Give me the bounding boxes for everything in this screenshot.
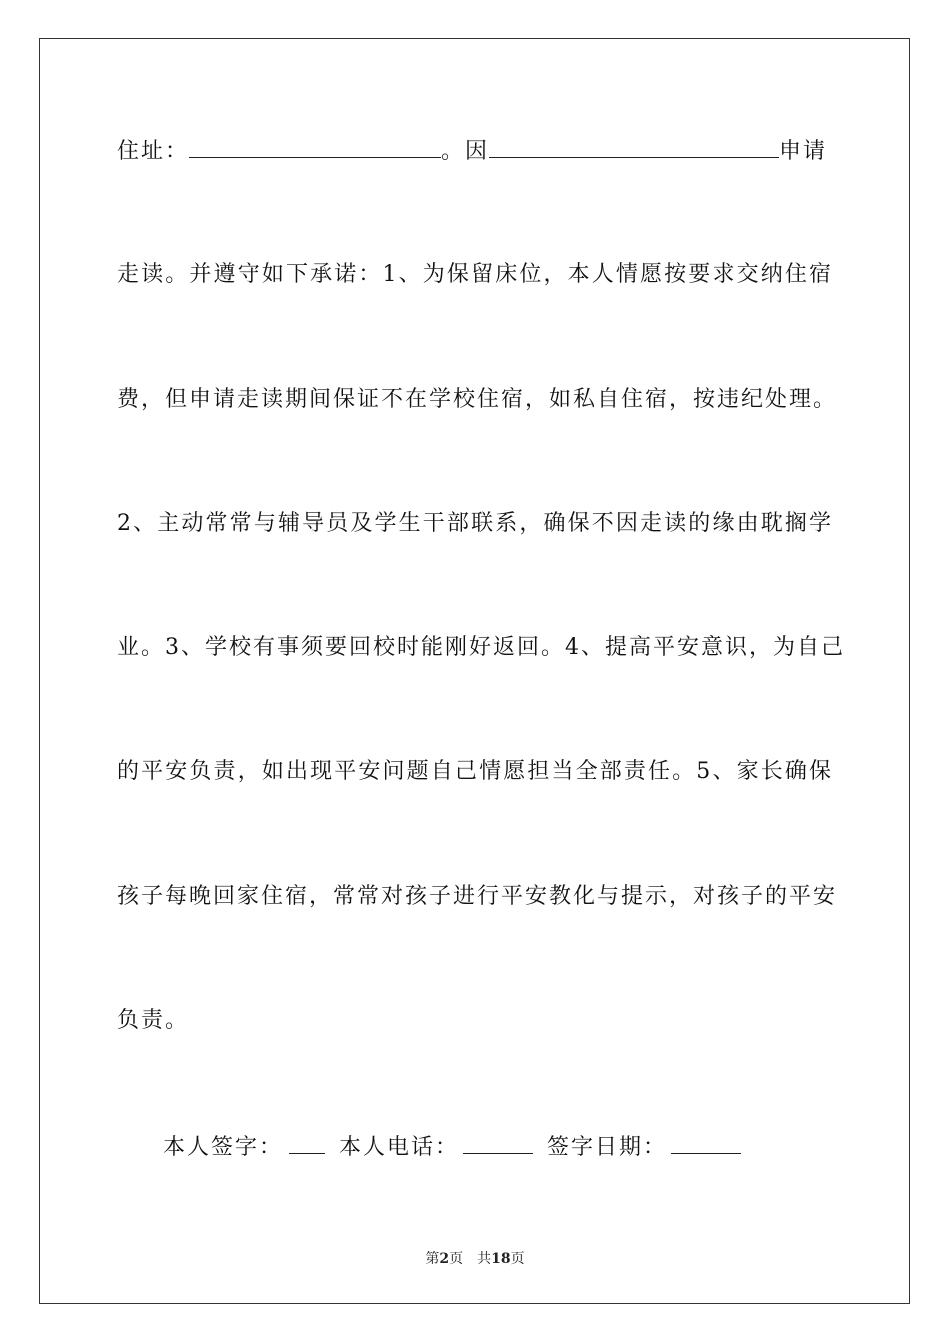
paragraph-line-3: 费，但申请走读期间保证不在学校住宿，如私自住宿，按违纪处理。 [117,387,838,412]
address-label: 住址： [117,139,190,164]
phone-label: 本人电话： [339,1135,460,1160]
paragraph-line-4: 2、主动常常与辅导员及学生干部联系，确保不因走读的缘由耽搁学 [117,511,833,536]
signature-blank [289,1133,325,1154]
signature-label: 本人签字： [163,1135,284,1160]
address-line [117,137,827,166]
footer-page-suffix: 页 [510,1251,525,1267]
apply-text: 申请 [779,139,828,164]
paragraph-line-8: 负责。 [117,1008,190,1033]
footer-page-number: 2 [439,1251,450,1267]
paragraph-line-5: 业。3、学校有事须要回校时能刚好返回。4、提高平安意识，为自己 [117,635,845,660]
address-blank [189,137,441,158]
phone-blank [463,1133,533,1154]
signature-row [163,1133,741,1162]
sign-date-blank [671,1133,741,1154]
reason-label: 。因 [441,139,490,164]
page-footer [0,1248,950,1268]
footer-total-pages: 18 [491,1251,511,1267]
footer-page-mid: 页 共 [449,1251,492,1267]
reason-blank [489,137,779,158]
paragraph-line-2: 走读。并遵守如下承诺：1、为保留床位，本人情愿按要求交纳住宿 [117,262,833,287]
paragraph-line-6: 的平安负责，如出现平安问题自己情愿担当全部责任。5、家长确保 [117,759,833,784]
paragraph-line-7: 孩子每晚回家住宿，常常对孩子进行平安教化与提示，对孩子的平安 [117,884,838,909]
sign-date-label: 签字日期： [547,1135,668,1160]
footer-page-prefix: 第 [425,1251,440,1267]
page-border [39,38,910,1304]
